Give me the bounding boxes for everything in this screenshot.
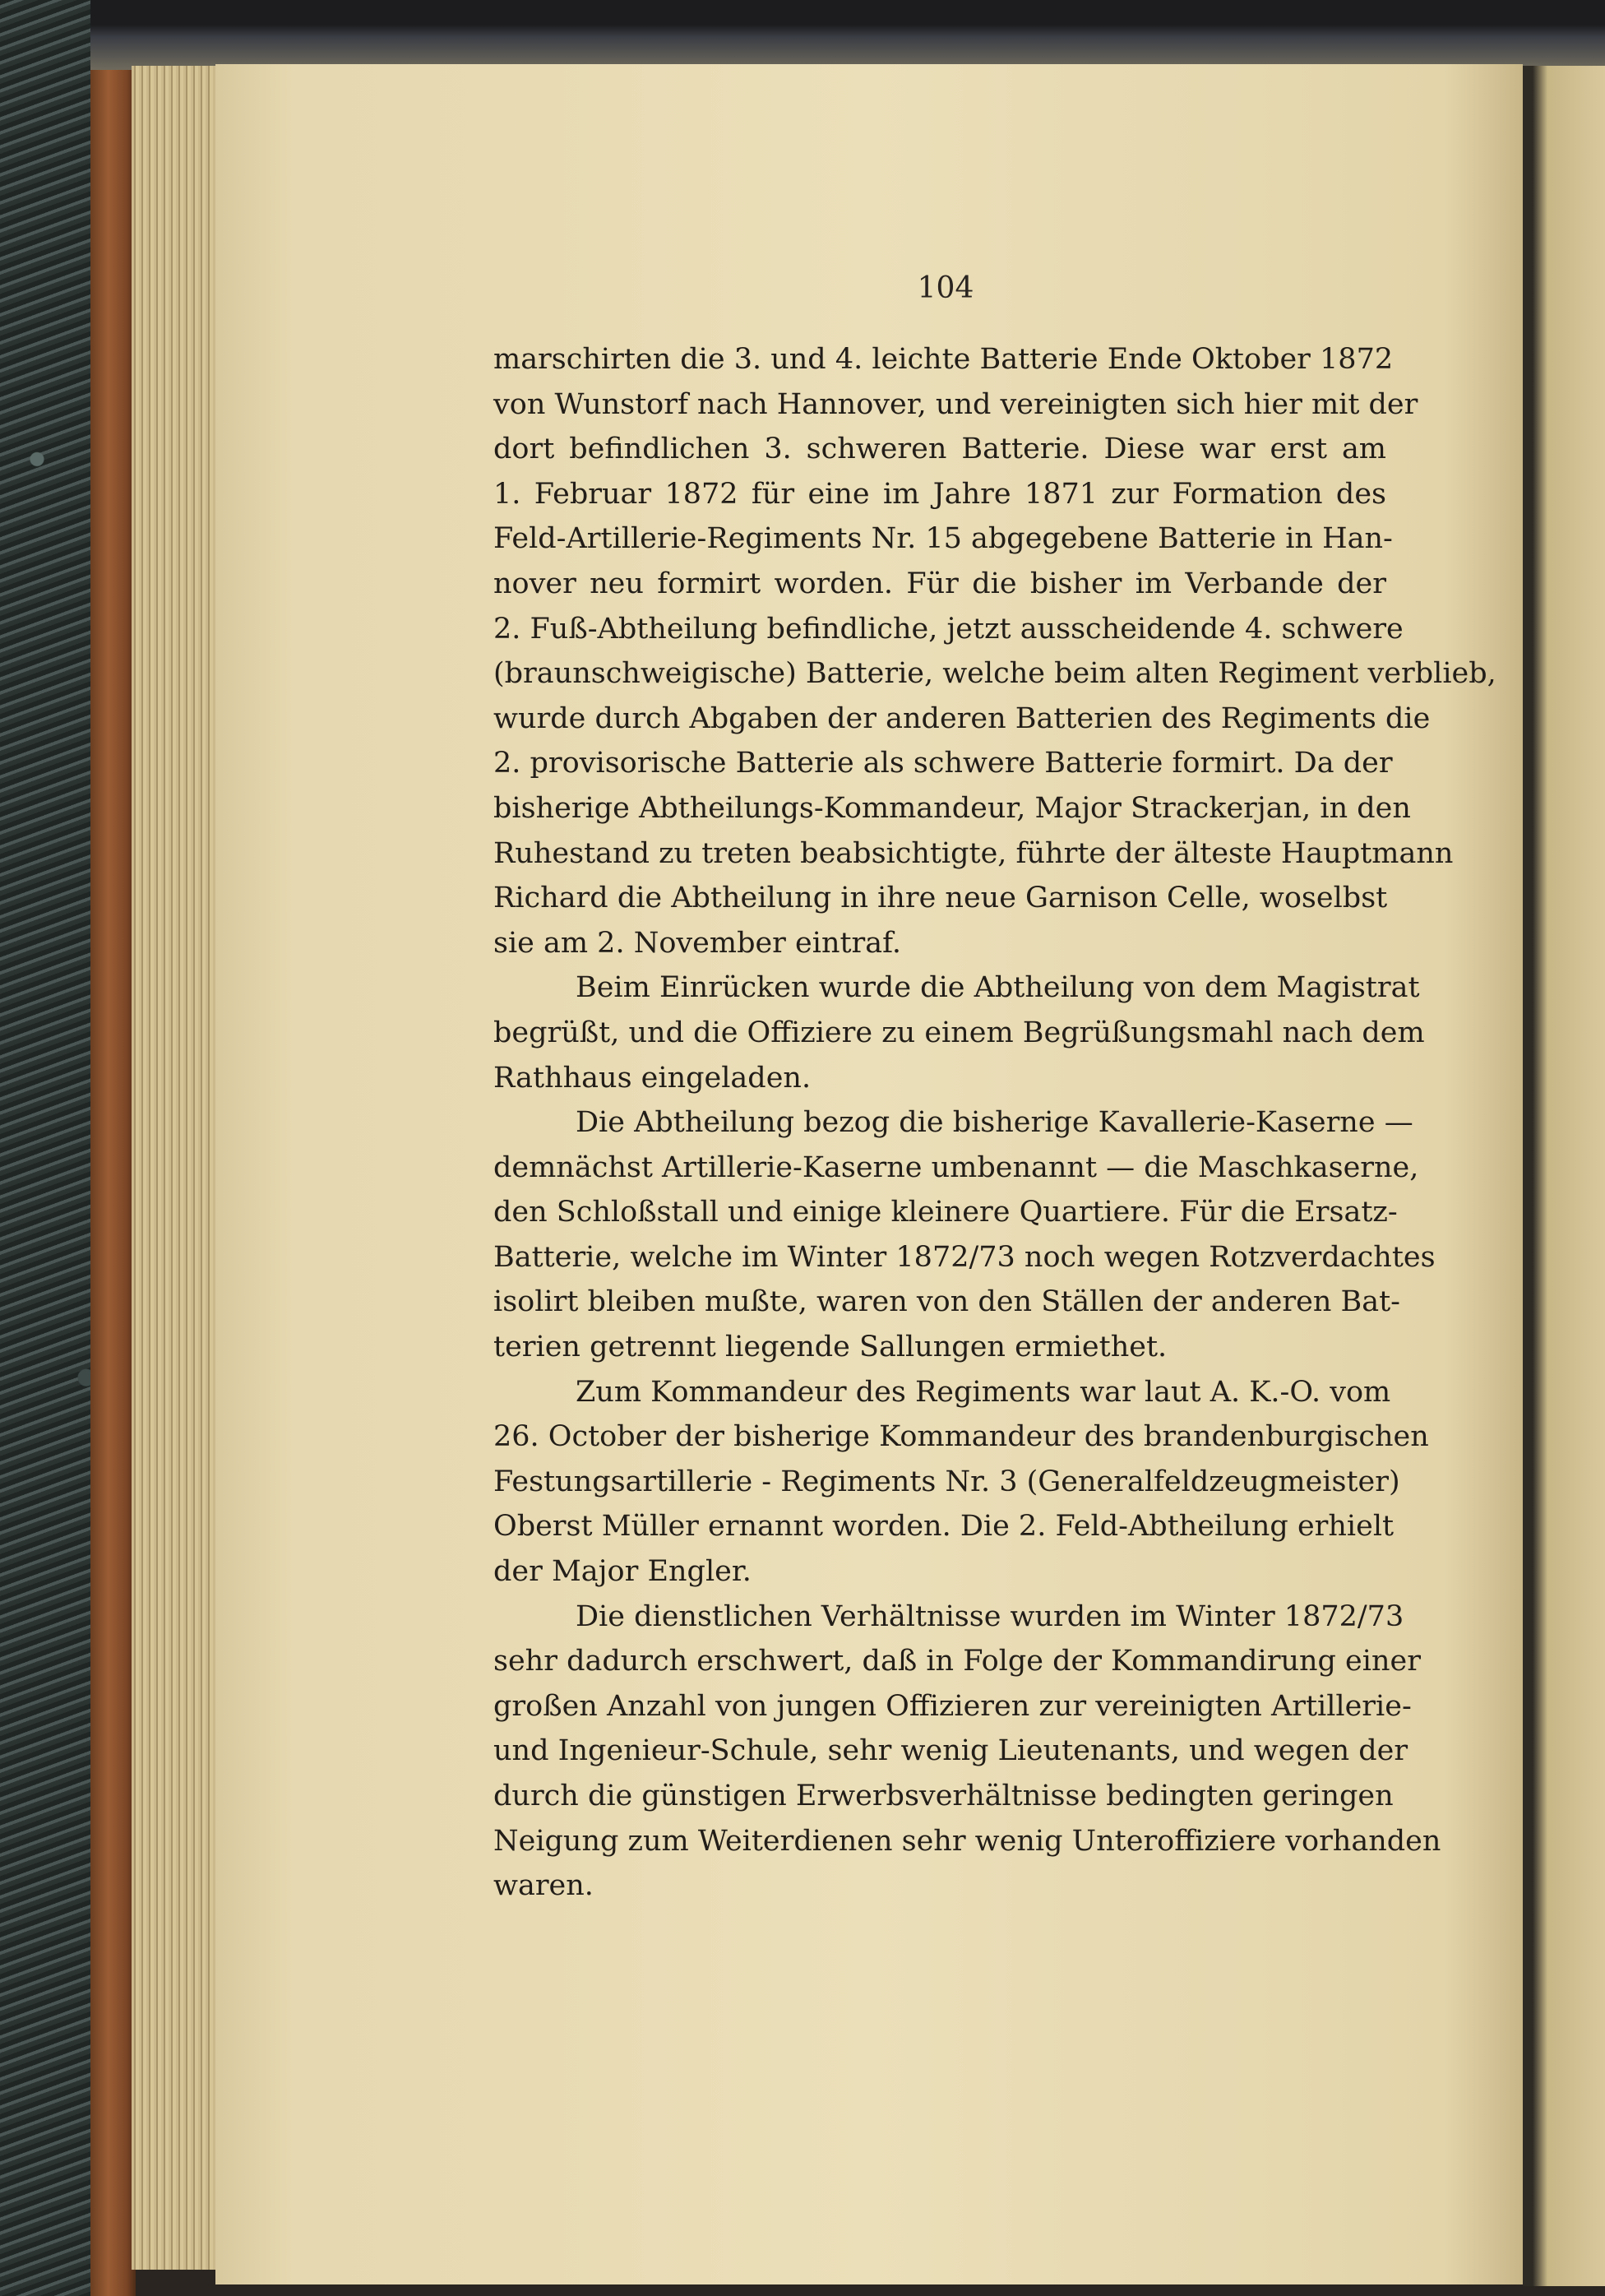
text-line: Oberst Müller ernannt worden. Die 2. Feld-Abtheilung erhielt bbox=[493, 1510, 1395, 1544]
text-line: Beim Einrücken wurde die Abtheilung von dem Magistrat bbox=[576, 971, 1420, 1005]
text-line: durch die günstigen Erwerbsverhältnisse bedingten geringen bbox=[493, 1780, 1394, 1812]
text-line: 2. Fuß-Abtheilung befindliche, jetzt ausscheidende 4. schwere bbox=[493, 612, 1404, 646]
text-line: (braunschweigische) Batterie, welche beim alten Regiment verblieb, bbox=[493, 657, 1496, 691]
text-line: marschirten die 3. und 4. leichte Batterie Ende Oktober 1872 bbox=[493, 343, 1394, 376]
text-line: Zum Kommandeur des Regiments war laut A. K.-O. vom bbox=[576, 1375, 1391, 1409]
text-line: den Schloßstall und einige kleinere Quartiere. Für die Ersatz- bbox=[493, 1196, 1398, 1229]
text-line: der Major Engler. bbox=[493, 1555, 752, 1589]
text-line: von Wunstorf nach Hannover, und vereinigten sich hier mit der bbox=[493, 387, 1418, 421]
text-line: dort befindlichen 3. schweren Batterie. Diese war erst am bbox=[493, 433, 1386, 466]
text-line: wurde durch Abgaben der anderen Batterien des Regiments die bbox=[493, 701, 1431, 735]
text-line: demnächst Artillerie-Kaserne umbenannt — die Maschkaserne, bbox=[493, 1150, 1419, 1184]
text-line: sehr dadurch erschwert, daß in Folge der Kommandirung einer bbox=[493, 1645, 1421, 1678]
text-line: Ruhestand zu treten beabsichtigte, führte der älteste Hauptmann bbox=[493, 836, 1454, 870]
text-line: isolirt bleiben mußte, waren von den Ställen der anderen Bat- bbox=[493, 1285, 1400, 1319]
text-line: 26. October der bisherige Kommandeur des brandenburgischen bbox=[493, 1420, 1429, 1454]
text-line: Batterie, welche im Winter 1872/73 noch wegen Rotzverdachtes bbox=[493, 1240, 1436, 1274]
text-line: sie am 2. November eintraf. bbox=[493, 926, 901, 960]
text-line: 2. provisorische Batterie als schwere Batterie formirt. Da der bbox=[493, 747, 1393, 780]
text-line: Festungsartillerie - Regiments Nr. 3 (Generalfeldzeugmeister) bbox=[493, 1465, 1400, 1498]
text-line: Neigung zum Weiterdienen sehr wenig Unteroffiziere vorhanden bbox=[493, 1824, 1441, 1858]
text-line: bisherige Abtheilungs-Kommandeur, Major Strackerjan, in den bbox=[493, 791, 1411, 825]
page-edges bbox=[132, 66, 222, 2270]
text-line: waren. bbox=[493, 1869, 594, 1903]
facing-page-edge bbox=[1523, 66, 1605, 2286]
body-text bbox=[493, 337, 1496, 1909]
text-line: und Ingenieur-Schule, sehr wenig Lieutenants, und wegen der bbox=[493, 1734, 1408, 1768]
text-line: Feld-Artillerie-Regiments Nr. 15 abgegebene Batterie in Han- bbox=[493, 522, 1393, 556]
leather-spine bbox=[90, 0, 136, 2296]
text-line: Die dienstlichen Verhältnisse wurden im Winter 1872/73 bbox=[576, 1599, 1404, 1633]
text-line: großen Anzahl von jungen Offizieren zur vereinigten Artillerie- bbox=[493, 1689, 1412, 1723]
text-line: terien getrennt liegende Sallungen ermiethet. bbox=[493, 1331, 1168, 1364]
text-line: nover neu formirt worden. Für die bisher im Verbande der bbox=[493, 567, 1386, 600]
page-number: 104 bbox=[917, 271, 974, 305]
text-line: 1. Februar 1872 für eine im Jahre 1871 zur Formation des bbox=[493, 477, 1386, 511]
text-line: Die Abtheilung bezog die bisherige Kavallerie-Kaserne — bbox=[576, 1106, 1413, 1140]
text-line: begrüßt, und die Offiziere zu einem Begrüßungsmahl nach dem bbox=[493, 1016, 1425, 1049]
book-top-edge bbox=[90, 0, 1605, 70]
text-line: Rathhaus eingeladen. bbox=[493, 1061, 812, 1095]
text-line: Richard die Abtheilung in ihre neue Garnison Celle, woselbst bbox=[493, 882, 1388, 915]
